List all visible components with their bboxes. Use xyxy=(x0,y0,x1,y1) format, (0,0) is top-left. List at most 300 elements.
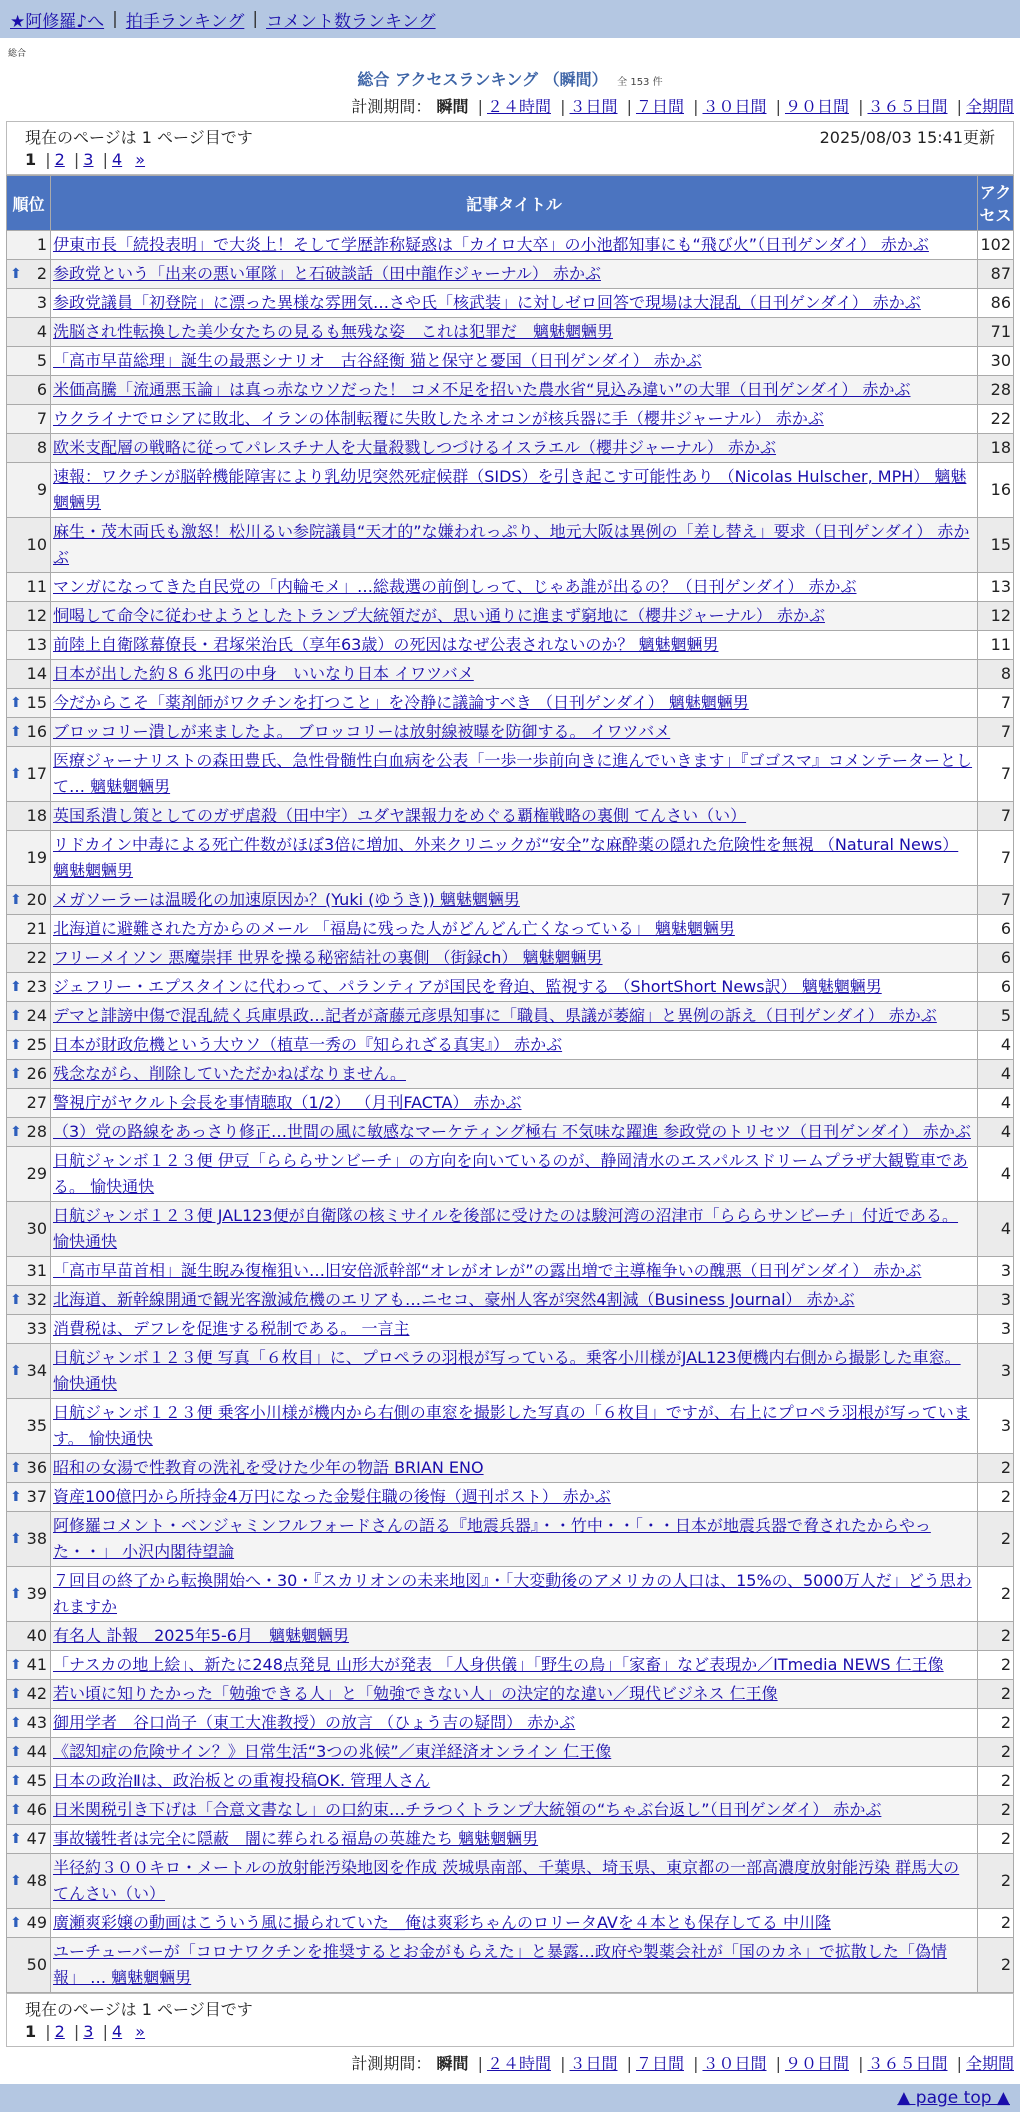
rank-number: 7 xyxy=(36,409,47,428)
rank-cell xyxy=(7,1483,51,1512)
title-cell xyxy=(51,1767,978,1796)
access-count: 102 xyxy=(978,231,1014,260)
rank-cell xyxy=(7,1031,51,1060)
rank-up-arrow-icon: ⬆ xyxy=(10,1124,22,1140)
article-link[interactable]: 半径約３００キロ・メートルの放射能汚染地図を作成 茨城県南部、千葉県、埼玉県、東京都の一部高濃度放射能汚染 群馬大の てんさい（い） xyxy=(53,1858,960,1903)
title-cell xyxy=(51,1202,978,1257)
rank-number: 39 xyxy=(26,1584,47,1603)
rank-cell xyxy=(7,1118,51,1147)
title-cell xyxy=(51,1118,978,1147)
rank-cell xyxy=(7,886,51,915)
rank-cell xyxy=(7,318,51,347)
rank-cell xyxy=(7,944,51,973)
period-link-7d[interactable]: ７日間 xyxy=(635,97,684,116)
table-row xyxy=(7,1909,1014,1938)
title-cell xyxy=(51,602,978,631)
table-row xyxy=(7,289,1014,318)
rank-number: 12 xyxy=(26,606,47,625)
table-row xyxy=(7,1512,1014,1567)
rank-number: 11 xyxy=(26,577,47,596)
rank-number: 43 xyxy=(26,1713,47,1732)
period-link-30d[interactable]: ３０日間 xyxy=(702,2054,767,2073)
table-row xyxy=(7,231,1014,260)
rank-cell xyxy=(7,1344,51,1399)
rank-cell xyxy=(7,434,51,463)
rank-number: 21 xyxy=(26,919,47,938)
article-link[interactable]: ユーチューバーが「コロナワクチンを推奨するとお金がもらえた」と暴露…政府や製薬会社が「国のカネ」で拡散した「偽情報」 … 魑魅魍魎男 xyxy=(53,1942,947,1987)
rank-number: 15 xyxy=(26,693,47,712)
section-label: 総合 xyxy=(8,49,27,59)
page-link-3[interactable]: 3 xyxy=(83,150,94,169)
period-label: 計測期間： xyxy=(351,2054,432,2073)
article-link[interactable]: ジェフリー・エプスタインに代わって、パランティアが国民を脅迫、監視する （ShortShort News訳） 魑魅魍魎男 xyxy=(53,977,882,996)
access-count: 4 xyxy=(978,1060,1014,1089)
article-link[interactable]: フリーメイソン 悪魔崇拝 世界を操る秘密結社の裏側 （街録ch） 魑魅魍魎男 xyxy=(53,948,603,967)
title-cell xyxy=(51,831,978,886)
table-row xyxy=(7,405,1014,434)
table-row xyxy=(7,1315,1014,1344)
ranking-table xyxy=(6,175,1014,1993)
table-row xyxy=(7,434,1014,463)
access-count: 7 xyxy=(978,747,1014,802)
table-row xyxy=(7,1089,1014,1118)
comment-ranking-link[interactable]: コメント数ランキング xyxy=(266,11,436,32)
home-link[interactable]: ★阿修羅♪へ xyxy=(10,11,105,32)
table-row xyxy=(7,1709,1014,1738)
page-link-3[interactable]: 3 xyxy=(83,2022,94,2041)
access-count: 4 xyxy=(978,1118,1014,1147)
title-cell xyxy=(51,1622,978,1651)
period-link-365d[interactable]: ３６５日間 xyxy=(867,2054,948,2073)
title-cell xyxy=(51,1089,978,1118)
rank-up-arrow-icon: ⬆ xyxy=(10,1831,22,1847)
rank-up-arrow-icon: ⬆ xyxy=(10,1460,22,1476)
table-row xyxy=(7,1483,1014,1512)
title-cell xyxy=(51,747,978,802)
rank-up-arrow-icon: ⬆ xyxy=(10,1744,22,1760)
table-row xyxy=(7,1031,1014,1060)
rank-up-arrow-icon: ⬆ xyxy=(10,1037,22,1053)
access-count: 15 xyxy=(978,518,1014,573)
rank-number: 29 xyxy=(26,1164,47,1183)
page-next-link[interactable]: » xyxy=(135,150,146,169)
rank-number: 49 xyxy=(26,1913,47,1932)
rank-up-arrow-icon: ⬆ xyxy=(10,1363,22,1379)
rank-up-arrow-icon: ⬆ xyxy=(10,892,22,908)
rank-up-arrow-icon: ⬆ xyxy=(10,266,22,282)
page-next-link[interactable]: » xyxy=(135,2022,146,2041)
updated-timestamp: 2025/08/03 15:41更新 xyxy=(819,128,995,147)
article-link[interactable]: 医療ジャーナリストの森田豊氏、急性骨髄性白血病を公表「一歩一歩前向きに進んでいきます」『ゴゴスマ』コメンテーターとして… 魑魅魍魎男 xyxy=(53,751,973,796)
rank-number: 45 xyxy=(26,1771,47,1790)
table-row xyxy=(7,318,1014,347)
rank-cell xyxy=(7,289,51,318)
table-row xyxy=(7,831,1014,886)
rank-cell xyxy=(7,718,51,747)
rank-number: 4 xyxy=(36,322,47,341)
rank-number: 16 xyxy=(26,722,47,741)
rank-cell xyxy=(7,1738,51,1767)
rank-number: 9 xyxy=(36,480,47,499)
rank-up-arrow-icon: ⬆ xyxy=(10,1773,22,1789)
rank-number: 23 xyxy=(26,977,47,996)
article-link[interactable]: 「ナスカの地上絵」、新たに248点発見 山形大が発表 「人身供儀」「野生の鳥」「家畜」など表現か／ITmedia NEWS 仁王像 xyxy=(53,1655,944,1674)
article-link[interactable]: 参政党議員「初登院」に漂った異様な雰囲気…さや氏「核武装」に対しゼロ回答で現場は大混乱（日刊ゲンダイ） 赤かぶ xyxy=(53,293,921,312)
article-link[interactable]: 事故犠牲者は完全に隠蔽 闇に葬られる福島の英雄たち 魑魅魍魎男 xyxy=(53,1829,539,1848)
rank-number: 17 xyxy=(26,764,47,783)
table-row xyxy=(7,718,1014,747)
clap-ranking-link[interactable]: 拍手ランキング xyxy=(125,11,245,32)
article-link[interactable]: （3）党の路線をあっさり修正…世間の風に敏感なマーケティング極右 不気味な躍進 参政党のトリセツ（日刊ゲンダイ） 赤かぶ xyxy=(53,1122,971,1141)
article-link[interactable]: 日本の政治Ⅱは、政治板との重複投稿OK. 管理人さん xyxy=(53,1771,431,1790)
page-link-2[interactable]: 2 xyxy=(54,2022,65,2041)
rank-cell xyxy=(7,689,51,718)
access-count: 4 xyxy=(978,1089,1014,1118)
rank-cell xyxy=(7,1854,51,1909)
article-link[interactable]: 日本が財政危機という大ウソ（植草一秀の『知られざる真実』） 赤かぶ xyxy=(53,1035,563,1054)
table-row xyxy=(7,1454,1014,1483)
rank-number: 24 xyxy=(26,1006,47,1025)
table-row xyxy=(7,1060,1014,1089)
period-link-all[interactable]: 全期間 xyxy=(965,2054,1014,2073)
table-row xyxy=(7,973,1014,1002)
title-cell xyxy=(51,1512,978,1567)
rank-number: 20 xyxy=(26,890,47,909)
rank-cell xyxy=(7,1567,51,1622)
rank-number: 42 xyxy=(26,1684,47,1703)
access-count: 2 xyxy=(978,1680,1014,1709)
rank-cell xyxy=(7,631,51,660)
nav-separator: | xyxy=(252,9,259,29)
article-link[interactable]: メガソーラーは温暖化の加速原因か？(Yuki (ゆうき)) 魑魅魍魎男 xyxy=(53,890,520,909)
table-row xyxy=(7,747,1014,802)
article-link[interactable]: 日本が出した約８６兆円の中身 いいなり日本 イワツバメ xyxy=(53,664,474,683)
table-row xyxy=(7,1738,1014,1767)
article-link[interactable]: 北海道に避難された方からのメール 「福島に残った人がどんどん亡くなっている」 魑魅魍魎男 xyxy=(53,919,735,938)
article-link[interactable]: 警視庁がヤクルト会長を事情聴取（1/2） （月刊FACTA） 赤かぶ xyxy=(53,1093,522,1112)
access-count: 7 xyxy=(978,718,1014,747)
table-row xyxy=(7,689,1014,718)
article-link[interactable]: 前陸上自衛隊幕僚長・君塚栄治氏（享年63歳）の死因はなぜ公表されないのか？ 魑魅魍魎男 xyxy=(53,635,719,654)
rank-cell xyxy=(7,1709,51,1738)
pager-bottom: 現在のページは 1 ページ目です 1 | 2 | 3 | 4 » xyxy=(6,1993,1014,2047)
rank-cell xyxy=(7,747,51,802)
article-link[interactable]: デマと誹謗中傷で混乱続く兵庫県政…記者が斎藤元彦県知事に「職員、県議が萎縮」と異例の訴え（日刊ゲンダイ） 赤かぶ xyxy=(53,1006,937,1025)
rank-cell xyxy=(7,1399,51,1454)
title-cell xyxy=(51,1147,978,1202)
access-count: 71 xyxy=(978,318,1014,347)
title-cell xyxy=(51,886,978,915)
col-header-rank: 順位 xyxy=(7,176,51,231)
article-link[interactable]: 若い頃に知りたかった「勉強できる人」と「勉強できない人」の決定的な違い／現代ビジネス 仁王像 xyxy=(53,1684,778,1703)
period-link-3d[interactable]: ３日間 xyxy=(569,97,618,116)
item-count: 全 153 件 xyxy=(617,77,663,88)
rank-cell xyxy=(7,1651,51,1680)
rank-cell xyxy=(7,376,51,405)
rank-cell xyxy=(7,1257,51,1286)
rank-number: 8 xyxy=(36,438,47,457)
title-cell xyxy=(51,1796,978,1825)
page-top-link[interactable]: ▲ page top ▲ xyxy=(897,2088,1010,2108)
access-count: 3 xyxy=(978,1399,1014,1454)
title-cell xyxy=(51,660,978,689)
page-link-2[interactable]: 2 xyxy=(54,150,65,169)
rank-cell xyxy=(7,1315,51,1344)
period-link-3d[interactable]: ３日間 xyxy=(569,2054,618,2073)
access-count: 5 xyxy=(978,1002,1014,1031)
rank-number: 30 xyxy=(26,1219,47,1238)
article-link[interactable]: 日航ジャンボ１２３便 伊豆「らららサンビーチ」の方向を向いているのが、静岡清水のエスパルスドリームプラザ大観覧車である。 愉快通快 xyxy=(53,1151,968,1196)
rank-number: 44 xyxy=(26,1742,47,1761)
rank-number: 35 xyxy=(26,1416,47,1435)
rank-up-arrow-icon: ⬆ xyxy=(10,1531,22,1547)
article-link[interactable]: 残念ながら、削除していただかねばなりません。 xyxy=(53,1064,406,1083)
article-link[interactable]: 速報：ワクチンが脳幹機能障害により乳幼児突然死症候群（SIDS）を引き起こす可能性あり （Nicolas Hulscher, MPH） 魑魅魍魎男 xyxy=(53,467,967,512)
article-link[interactable]: 日航ジャンボ１２３便 写真「６枚目」に、プロペラの羽根が写っている。乗客小川様がJAL123便機内右側から撮影した車窓。 愉快通快 xyxy=(53,1348,961,1393)
table-row xyxy=(7,802,1014,831)
title-cell xyxy=(51,944,978,973)
period-link-90d[interactable]: ９０日間 xyxy=(784,97,849,116)
rank-up-arrow-icon: ⬆ xyxy=(10,724,22,740)
article-link[interactable]: 欧米支配層の戦略に従ってパレスチナ人を大量殺戮しつづけるイスラエル（櫻井ジャーナル） 赤かぶ xyxy=(53,438,777,457)
table-row xyxy=(7,1938,1014,1993)
access-count: 2 xyxy=(978,1512,1014,1567)
title-cell xyxy=(51,915,978,944)
page-indicator: 現在のページは 1 ページ目です xyxy=(25,2000,253,2019)
title-cell xyxy=(51,1002,978,1031)
article-link[interactable]: 「高市早苗首相」誕生睨み復権狙い…旧安倍派幹部“オレがオレが”の露出増で主導権争いの醜悪（日刊ゲンダイ） 赤かぶ xyxy=(53,1261,922,1280)
title-cell xyxy=(51,260,978,289)
title-cell xyxy=(51,1031,978,1060)
title-cell xyxy=(51,1709,978,1738)
rank-number: 33 xyxy=(26,1319,47,1338)
access-count: 13 xyxy=(978,573,1014,602)
rank-up-arrow-icon: ⬆ xyxy=(10,1586,22,1602)
article-link[interactable]: 《認知症の危険サイン？》日常生活“3つの兆候”／東洋経済オンライン 仁王像 xyxy=(53,1742,612,1761)
article-link[interactable]: 参政党という「出来の悪い軍隊」と石破談話（田中龍作ジャーナル） 赤かぶ xyxy=(53,264,601,283)
title-cell xyxy=(51,718,978,747)
rank-number: 28 xyxy=(26,1122,47,1141)
title-cell xyxy=(51,1454,978,1483)
rank-cell xyxy=(7,347,51,376)
article-link[interactable]: 英国系潰し策としてのガザ虐殺（田中宇）ユダヤ課報力をめぐる覇権戦略の裏側 てんさい（い） xyxy=(53,806,747,825)
rank-cell xyxy=(7,1825,51,1854)
table-row xyxy=(7,1399,1014,1454)
article-link[interactable]: リドカイン中毒による死亡件数がほぼ3倍に増加、外来クリニックが“安全”な麻酔薬の隠れた危険性を無視 （Natural News） 魑魅魍魎男 xyxy=(53,835,959,880)
rank-number: 38 xyxy=(26,1529,47,1548)
access-count: 2 xyxy=(978,1938,1014,1993)
period-link-24h[interactable]: ２４時間 xyxy=(486,97,551,116)
rank-cell xyxy=(7,1512,51,1567)
rank-up-arrow-icon: ⬆ xyxy=(10,1066,22,1082)
access-count: 3 xyxy=(978,1257,1014,1286)
title-cell xyxy=(51,1909,978,1938)
nav-separator: | xyxy=(112,9,118,29)
article-link[interactable]: 恫喝して命令に従わせようとしたトランプ大統領だが、思い通りに進まず窮地に（櫻井ジャーナル） 赤かぶ xyxy=(53,606,825,625)
rank-cell xyxy=(7,1622,51,1651)
access-count: 86 xyxy=(978,289,1014,318)
table-row xyxy=(7,518,1014,573)
rank-number: 3 xyxy=(36,293,47,312)
table-row xyxy=(7,1622,1014,1651)
rank-number: 50 xyxy=(26,1955,47,1974)
article-link[interactable]: 洗脳され性転換した美少女たちの見るも無残な姿 これは犯罪だ 魑魅魍魎男 xyxy=(53,322,614,341)
period-link-24h[interactable]: ２４時間 xyxy=(486,2054,551,2073)
rank-number: 6 xyxy=(36,380,47,399)
article-link[interactable]: 日航ジャンボ１２３便 JAL123便が自衛隊の核ミサイルを後部に受けたのは駿河湾の沼津市「らららサンビーチ」付近である。 愉快通快 xyxy=(53,1206,959,1251)
title-cell xyxy=(51,434,978,463)
access-count: 3 xyxy=(978,1344,1014,1399)
rank-cell xyxy=(7,1938,51,1993)
table-row xyxy=(7,1257,1014,1286)
rank-number: 22 xyxy=(26,948,47,967)
rank-cell xyxy=(7,1680,51,1709)
access-count: 2 xyxy=(978,1454,1014,1483)
rank-cell xyxy=(7,518,51,573)
article-link[interactable]: 今だからこそ「薬剤師がワクチンを打つこと」を冷静に議論すべき （日刊ゲンダイ） 魑魅魍魎男 xyxy=(53,693,749,712)
title-cell xyxy=(51,463,978,518)
col-header-access: アクセス xyxy=(978,176,1014,231)
access-count: 2 xyxy=(978,1909,1014,1938)
article-link[interactable]: 日航ジャンボ１２３便 乗客小川様が機内から右側の車窓を撮影した写真の「６枚目」ですが、右上にプロペラ羽根が写っています。 愉快通快 xyxy=(53,1403,970,1448)
rank-cell xyxy=(7,1909,51,1938)
rank-cell xyxy=(7,1147,51,1202)
rank-number: 27 xyxy=(26,1093,47,1112)
rank-number: 37 xyxy=(26,1487,47,1506)
rank-up-arrow-icon: ⬆ xyxy=(10,1292,22,1308)
rank-number: 48 xyxy=(26,1871,47,1890)
article-link[interactable]: 伊東市長「続投表明」で大炎上！そして学歴詐称疑惑は「カイロ大卒」の小池都知事にも“飛び火”（日刊ゲンダイ） 赤かぶ xyxy=(53,235,929,254)
period-link-30d[interactable]: ３０日間 xyxy=(702,97,767,116)
article-link[interactable]: 昭和の女湯で性教育の洗礼を受けた少年の物語 BRIAN ENO xyxy=(53,1458,484,1477)
access-count: 4 xyxy=(978,1147,1014,1202)
article-link[interactable]: ７回目の終了から転換開始へ・30・『スカリオンの未来地図』・「大変動後のアメリカの人口は、15%の、5000万人だ」どう思われますか xyxy=(53,1571,972,1616)
rank-up-arrow-icon: ⬆ xyxy=(10,979,22,995)
title-cell xyxy=(51,1738,978,1767)
table-row xyxy=(7,1651,1014,1680)
title-cell xyxy=(51,376,978,405)
rank-number: 40 xyxy=(26,1626,47,1645)
rank-up-arrow-icon: ⬆ xyxy=(10,1657,22,1673)
rank-up-arrow-icon: ⬆ xyxy=(10,1715,22,1731)
period-link-90d[interactable]: ９０日間 xyxy=(784,2054,849,2073)
article-link[interactable]: 阿修羅コメント・ベンジャミンフルフォードさんの語る『地震兵器』・・竹中・・「・・日本が地震兵器で脅されたからやった・・」 小沢内閣待望論 xyxy=(53,1516,931,1561)
article-link[interactable]: 有名人 訃報 2025年5-6月 魑魅魍魎男 xyxy=(53,1626,349,1645)
rank-up-arrow-icon: ⬆ xyxy=(10,1873,22,1889)
pager-top: 現在のページは 1 ページ目です 2025/08/03 15:41更新 1 | 2 | 3 | 4 » xyxy=(6,121,1014,175)
article-link[interactable]: マンガになってきた自民党の「内輪モメ」…総裁選の前倒しって、じゃあ誰が出るの？（日刊ゲンダイ） 赤かぶ xyxy=(53,577,857,596)
article-link[interactable]: ウクライナでロシアに敗北、イランの体制転覆に失敗したネオコンが核兵器に手（櫻井ジャーナル） 赤かぶ xyxy=(53,409,824,428)
table-row xyxy=(7,1344,1014,1399)
rank-number: 2 xyxy=(36,264,47,283)
rank-cell xyxy=(7,1089,51,1118)
access-count: 8 xyxy=(978,660,1014,689)
rank-number: 18 xyxy=(26,806,47,825)
access-count: 4 xyxy=(978,1202,1014,1257)
table-row xyxy=(7,944,1014,973)
rank-cell xyxy=(7,660,51,689)
title-cell xyxy=(51,1938,978,1993)
table-row xyxy=(7,1796,1014,1825)
rank-cell xyxy=(7,915,51,944)
article-link[interactable]: 麻生・茂木両氏も激怒！松川るい参院議員“天才的”な嫌われっぷり、地元大阪は異例の「差し替え」要求（日刊ゲンダイ） 赤かぶ xyxy=(53,522,970,567)
table-row xyxy=(7,1567,1014,1622)
article-link[interactable]: 資産100億円から所持金4万円になった金髪住職の後悔（週刊ポスト） 赤かぶ xyxy=(53,1487,611,1506)
access-count: 12 xyxy=(978,602,1014,631)
table-row xyxy=(7,573,1014,602)
table-row xyxy=(7,1286,1014,1315)
article-link[interactable]: 廣瀬爽彩嬢の動画はこういう風に撮られていた＿俺は爽彩ちゃんのロリータAVを４本とも保存してる 中川隆 xyxy=(53,1913,831,1932)
page-link-4[interactable]: 4 xyxy=(111,2022,123,2041)
title-cell xyxy=(51,573,978,602)
period-selector-bottom: 計測期間： 瞬間 | ２４時間 | ３日間 | ７日間 | ３０日間 | ９０日間 | ３６５日間 | 全期間 xyxy=(351,2054,1014,2073)
table-row xyxy=(7,376,1014,405)
period-link-all[interactable]: 全期間 xyxy=(965,97,1014,116)
article-link[interactable]: 「高市早苗総理」誕生の最悪シナリオ 古谷経衡 猫と保守と憂国（日刊ゲンダイ） 赤かぶ xyxy=(53,351,702,370)
rank-number: 25 xyxy=(26,1035,47,1054)
access-count: 2 xyxy=(978,1767,1014,1796)
rank-number: 32 xyxy=(26,1290,47,1309)
rank-cell xyxy=(7,1202,51,1257)
rank-number: 31 xyxy=(26,1261,47,1280)
rank-number: 34 xyxy=(26,1361,47,1380)
rank-cell xyxy=(7,231,51,260)
period-link-7d[interactable]: ７日間 xyxy=(635,2054,684,2073)
title-cell xyxy=(51,631,978,660)
table-row xyxy=(7,347,1014,376)
title-cell xyxy=(51,689,978,718)
access-count: 6 xyxy=(978,944,1014,973)
title-cell xyxy=(51,1315,978,1344)
article-link[interactable]: ブロッコリー潰しが来ましたよ。 ブロッコリーは放射線被曝を防御する。 イワツバメ xyxy=(53,722,671,741)
table-row xyxy=(7,1202,1014,1257)
title-cell xyxy=(51,1060,978,1089)
rank-cell xyxy=(7,405,51,434)
access-count: 87 xyxy=(978,260,1014,289)
access-count: 18 xyxy=(978,434,1014,463)
rank-number: 14 xyxy=(26,664,47,683)
top-nav xyxy=(0,0,1020,38)
table-row xyxy=(7,463,1014,518)
table-row xyxy=(7,1825,1014,1854)
footer-bar xyxy=(0,2084,1020,2112)
article-link[interactable]: 米価高騰「流通悪玉論」は真っ赤なウソだった！ コメ不足を招いた農水省“見込み違い”の大罪（日刊ゲンダイ） 赤かぶ xyxy=(53,380,911,399)
title-cell xyxy=(51,973,978,1002)
table-row xyxy=(7,1002,1014,1031)
rank-number: 1 xyxy=(36,235,47,254)
article-link[interactable]: 消費税は、デフレを促進する税制である。 一言主 xyxy=(53,1319,410,1338)
period-current: 瞬間 xyxy=(436,2054,469,2073)
page-link-4[interactable]: 4 xyxy=(111,150,123,169)
rank-cell xyxy=(7,1767,51,1796)
article-link[interactable]: 北海道、新幹線開通で観光客激減危機のエリアも…ニセコ、豪州人客が突然4割減（Business Journal） 赤かぶ xyxy=(53,1290,855,1309)
period-current: 瞬間 xyxy=(436,97,469,116)
access-count: 2 xyxy=(978,1651,1014,1680)
rank-number: 13 xyxy=(26,635,47,654)
access-count: 7 xyxy=(978,689,1014,718)
article-link[interactable]: 御用学者 谷口尚子（東工大准教授）の放言 （ひょう吉の疑問） 赤かぶ xyxy=(53,1713,576,1732)
rank-number: 41 xyxy=(26,1655,47,1674)
article-link[interactable]: 日米関税引き下げは「合意文書なし」の口約束…チラつくトランプ大統領の“ちゃぶ台返し”（日刊ゲンダイ） 赤かぶ xyxy=(53,1800,882,1819)
table-row xyxy=(7,660,1014,689)
rank-cell xyxy=(7,831,51,886)
period-link-365d[interactable]: ３６５日間 xyxy=(867,97,948,116)
table-row xyxy=(7,886,1014,915)
rank-cell xyxy=(7,802,51,831)
title-cell xyxy=(51,1651,978,1680)
title-cell xyxy=(51,1483,978,1512)
period-label: 計測期間： xyxy=(351,97,432,116)
